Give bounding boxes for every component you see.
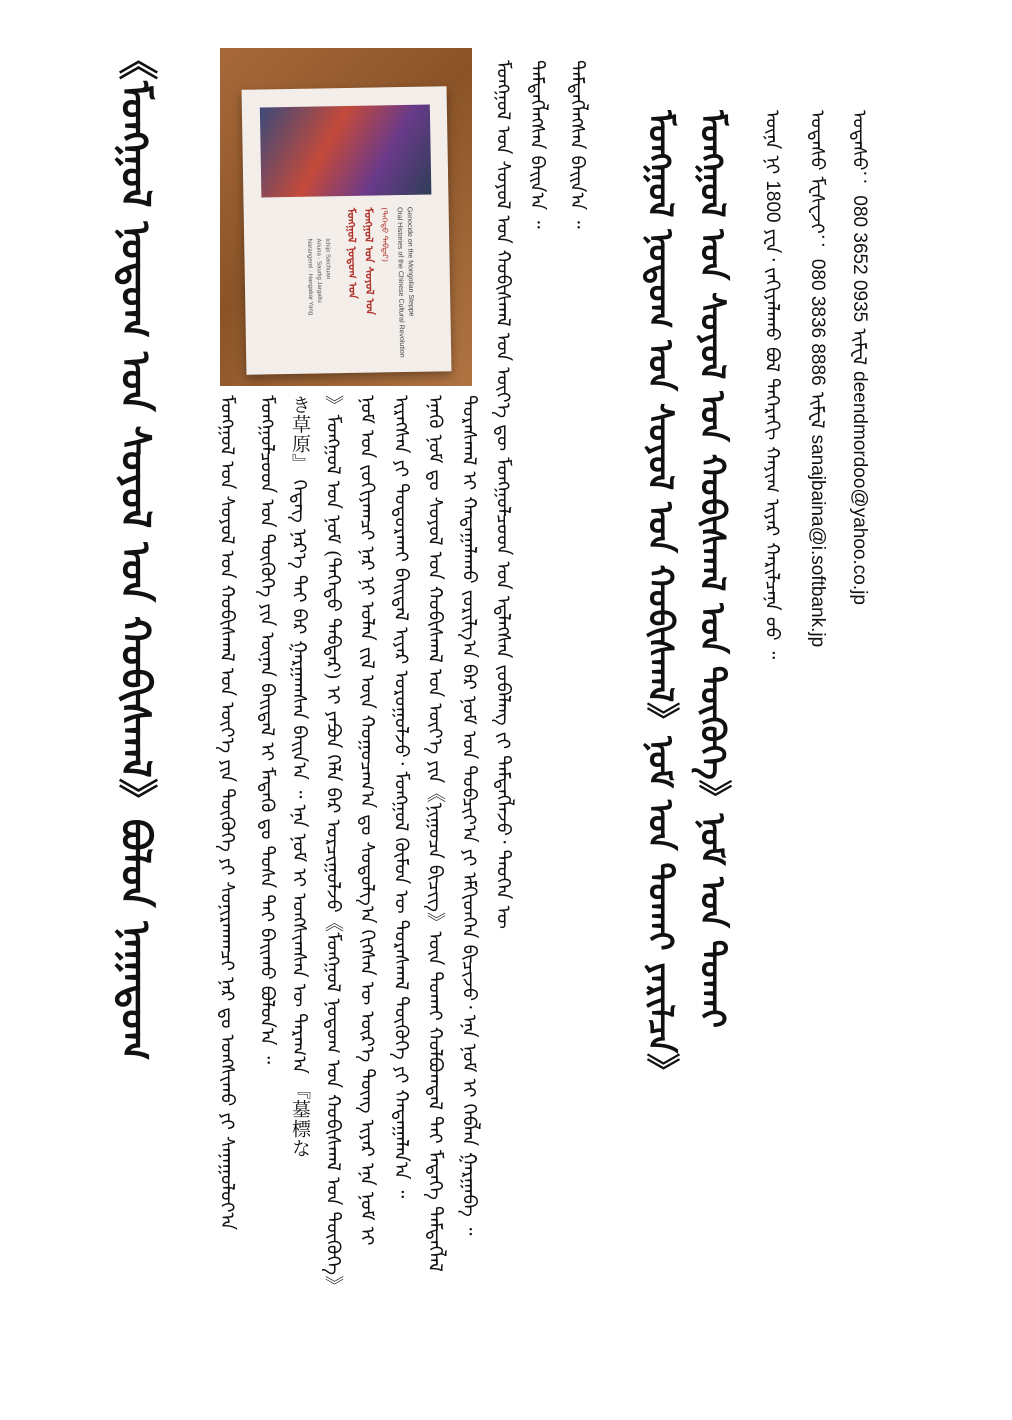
body-line: ᠨᠣᠮ ᠤᠨ ᠵᠣᠬᠢᠶᠠᠭᠴᠢ ᠨᠠᠷ ᠨᠢ ᠣᠯᠠᠨ ᠵᠢᠯ ᠦᠨ ᠬᠤᠭᠤᠴᠠᠭ᠎ᠠ ᠳᠤ ᠰᠤᠳᠤᠯᠭ᠎ᠠ ᠬᠢᠭᠰᠡᠨ ᠦ ᠦᠷ᠎ᠡ ᠳᠦᠩ ᠢᠶᠠᠷ ᠡᠨᠡ ᠨᠣᠮ ᠢ	[356, 395, 378, 1246]
contact-line-mobile	[800, 110, 834, 1400]
cover-volume: (ᠳᠡᠭᠡᠳᠦ ᠳᠡᠪᠲᠡᠷ)	[379, 207, 390, 263]
cover-title-line-1: ᠮᠣᠩᠭᠣᠯ ᠤᠨ ᠰᠣᠶᠣᠯ ᠤᠨ	[361, 207, 377, 316]
price-value: 1800	[762, 180, 783, 223]
cover-subtitle: Oral Histories of the Chinese Cultural Revolution Genocide on the Mongolian Steppe	[395, 206, 415, 358]
price-prefix: ᠦᠨᠡ ᠨᠢ	[761, 110, 783, 175]
mobile-email[interactable]: sanajbaina@i.softbank.jp	[807, 434, 828, 648]
email-label: ᠢᠮᠧᠯ	[848, 328, 870, 366]
email-address[interactable]: deendmordoo@yahoo.co.jp	[849, 371, 870, 605]
cover-title-line-2: ᠮᠣᠩᠭᠣᠯ ᠨᠤᠲᠤᠭ ᠤᠨ	[344, 207, 360, 299]
body-line	[250, 395, 284, 1395]
body-line	[282, 395, 316, 1395]
body-line: ᠮᠣᠩᠭᠣᠯ ᠤᠨ ᠰᠣᠶᠣᠯ ᠤᠨ ᠬᠤᠪᠢᠰᠬᠠᠯ ᠤᠨ ᠦᠶ᠎ᠡ ᠳᠦ ᠮᠣᠩᠭᠣᠯᠴᠤᠳ ᠤᠨ ᠡᠳ᠋ᠯᠡᠭᠰᠡᠨ ᠵᠣᠪᠠᠯᠠᠩ ᠵᠢ ᠲᠡᠮᠳᠡᠭᠯᠡᠵᠦ᠂ ᠲᠡᠦᠬᠡᠨ ᠦ	[492, 60, 514, 929]
body-line: ᠮᠣᠩᠭᠣᠯ ᠤᠨ ᠰᠣᠶᠣᠯ ᠤᠨ ᠬᠤᠪᠢᠰᠬᠠᠯ ᠤᠨ ᠦᠶ᠎ᠡ ᠶᠢᠨ ᠲᠦᠭᠦᠬᠡ ᠶᠢ ᠰᠣᠨᠢᠷᠬᠠᠭᠴᠢ ᠨᠠᠷ ᠳᠤ ᠤᠩᠰᠢᠬᠤ ᠶᠢ ᠰᠠᠨᠠᠭᠤᠯᠤᠶ᠎ᠠ	[216, 395, 238, 1231]
contact-line-phone	[842, 110, 876, 1400]
body-line: ᠲᠡᠮᠳᠡᠭᠯᠡᠭᠰᠡᠨ ᠪᠠᠢᠨ᠎ᠠ ᠃	[526, 60, 548, 229]
contact-line-price	[755, 110, 789, 1400]
body-line: ᠢᠷᠡᠭᠰᠡᠨ ᠶᠢ ᠲᠣᠳᠣᠷᠬᠠᠢ ᠪᠠᠢᠳᠠᠯ ᠢᠶᠠᠷ ᠣᠷᠣᠭᠤᠯᠵᠤ᠂ ᠮᠣᠩᠭᠣᠯ ᠬᠦᠮᠦᠨ ᠦ ᠳᠤᠷᠠᠰᠬᠠᠯ ᠲᠦᠭᠦᠬᠡ ᠶᠢ ᠬᠠᠳᠠᠭᠠᠯᠠᠨ᠎ᠠ ᠃	[390, 395, 412, 1199]
phone-label: ᠤᠲᠠᠰᠤ：	[848, 110, 870, 190]
title-line-2: ᠮᠣᠩᠭᠣᠯ ᠤᠨ ᠰᠣᠶᠣᠯ ᠤᠨ ᠬᠤᠪᠢᠰᠬᠠᠯ ᠤᠨ ᠲᠦᠭᠦᠬᠡ》ᠨᠣᠮ ᠤᠨ ᠲᠤᠬᠠᠢ	[692, 110, 732, 1029]
body-text: ᠮᠣᠩᠭᠣᠯᠴᠤᠳ ᠤᠨ ᠲᠦᠭᠦᠬᠡ ᠶᠢᠨ ᠦᠨᠡᠨ ᠪᠠᠢᠳᠠᠯ ᠢ ᠮᠡᠳᠡᠬᠦ ᠳᠤ ᠲᠤᠰᠠ ᠲᠠᠢ ᠪᠠᠢᠬᠤ ᠪᠣᠯᠤᠨ᠎ᠠ ᠃	[256, 395, 278, 1065]
mobile-label: ᠤᠲᠠᠰᠤ ᠮᠧᠰᠧᠵᠢ：	[806, 110, 828, 253]
body-line: ᠡᠨᠡᠬᠦ ᠨᠣᠮ ᠳᠤ ᠰᠣᠶᠣᠯ ᠤᠨ ᠬᠤᠪᠢᠰᠬᠠᠯ ᠤᠨ ᠦᠶ᠎ᠡ ᠶᠢᠨ《ᠨᠢᠭᠤᠴᠠ ᠪᠢᠴᠢᠭ》ᠦᠨ ᠲᠤᠬᠠᠢ ᠬᠣᠯᠪᠣᠭᠳᠠᠯ ᠲᠠᠢ ᠮᠡᠳᠡᠭᠡ ᠲᠡᠮᠳᠡᠭᠯᠡᠯ	[424, 395, 446, 1272]
body-line: ᠲᠡᠮᠳᠡᠭᠯᠡᠭᠰᠡᠨ ᠪᠠᠢᠨ᠎ᠠ ᠃	[566, 60, 588, 229]
japanese-text: き草原』	[289, 395, 310, 473]
mobile-email-label: ᠢᠮᠧᠯ	[806, 391, 828, 429]
book	[242, 86, 452, 375]
body-line: 》ᠮᠣᠩᠭᠣᠯ ᠤᠨ ᠨᠣᠮ (ᠳᠡᠭᠡᠳᠦ ᠳᠡᠪᠲᠡᠷ) ᠢ ᠶᠠᠫᠣᠨ ᠬᠡᠯᠡ ᠪᠡᠷ ᠣᠷᠴᠢᠭᠤᠯᠵᠤ《ᠮᠣᠩᠭᠣᠯ ᠨᠤᠲᠤᠭ ᠤᠨ ᠬᠤᠪᠢᠰᠬᠠᠯ ᠤᠨ ᠲᠦᠭᠦᠬᠡ》	[322, 395, 344, 1295]
body-text: ᠭᠡᠳᠡᠭ ᠨᠡᠷ᠎ᠡ ᠲᠠᠢ ᠪᠠᠷ ᠭᠠᠷᠭᠠᠭᠰᠠᠨ ᠪᠠᠢᠨ᠎ᠠ ᠃ ᠡᠨᠡ ᠨᠣᠮ ᠢ ᠤᠩᠰᠢᠭᠰᠠᠨ ᠦ ᠳᠠᠷᠠᠭ᠎ᠠ	[288, 479, 310, 1074]
title-line-1: ᠮᠣᠩᠭᠣᠯ ᠨᠤᠲᠤᠭ ᠤᠨ ᠰᠣᠶᠣᠯ ᠤᠨ ᠬᠤᠪᠢᠰᠬᠠᠯ》ᠨᠣᠮ ᠤᠨ ᠲᠤᠬᠠᠢ ᠶᠠᠷᠢᠯᠴᠠ》	[640, 110, 680, 1088]
cover-authors: Narangerel · Hangabar Yang Ariuna · Saurlig Jargaltu Ichijo Saichuan	[306, 238, 331, 316]
book-cover-photo	[220, 48, 472, 386]
cover-image	[260, 105, 432, 198]
page-heading: 《ᠮᠣᠩᠭᠣᠯ ᠨᠤᠲᠤᠭ ᠤᠨ ᠰᠣᠶᠣᠯ ᠤᠨ ᠬᠤᠪᠢᠰᠬᠠᠯ》ᠪᠣᠯᠤᠨ ᠨᠠᠭᠠᠳᠤᠭ	[112, 40, 159, 1061]
mobile-phone[interactable]: 080 3836 8886	[807, 258, 828, 386]
price-suffix: ᠶᠧᠨ᠂ ᠵᠠᠬᠢᠶᠠᠯᠠᠬᠤ ᠪᠣᠯ ᠳᠡᠭᠡᠷᠡᠬᠢ ᠬᠠᠶᠢᠭ ᠢᠶᠠᠷ ᠬᠠᠷᠢᠯᠴᠠᠨᠠ ᠤᠤ ᠃	[761, 228, 783, 660]
body-line: ᠳᠤᠷᠠᠰᠬᠠᠯ ᠢ ᠬᠠᠳᠠᠭᠠᠯᠠᠬᠤ ᠵᠣᠷᠢᠯᠭ᠎ᠠ ᠪᠠᠷ ᠨᠣᠮ ᠤᠨ ᠲᠣᠪᠴᠢᠶ᠎ᠠ ᠶᠢ ᠡᠮᠬᠢᠳᠬᠡᠨ ᠪᠢᠴᠢᠵᠦ᠂ ᠡᠨᠡ ᠨᠣᠮ ᠢ ᠬᠡᠪᠯᠡᠨ ᠭᠠᠷᠭᠠᠪᠠ ᠃	[458, 395, 480, 1236]
phone-number[interactable]: 080 3652 0935	[849, 195, 870, 323]
japanese-text-end: 『墓標な	[289, 1079, 310, 1158]
